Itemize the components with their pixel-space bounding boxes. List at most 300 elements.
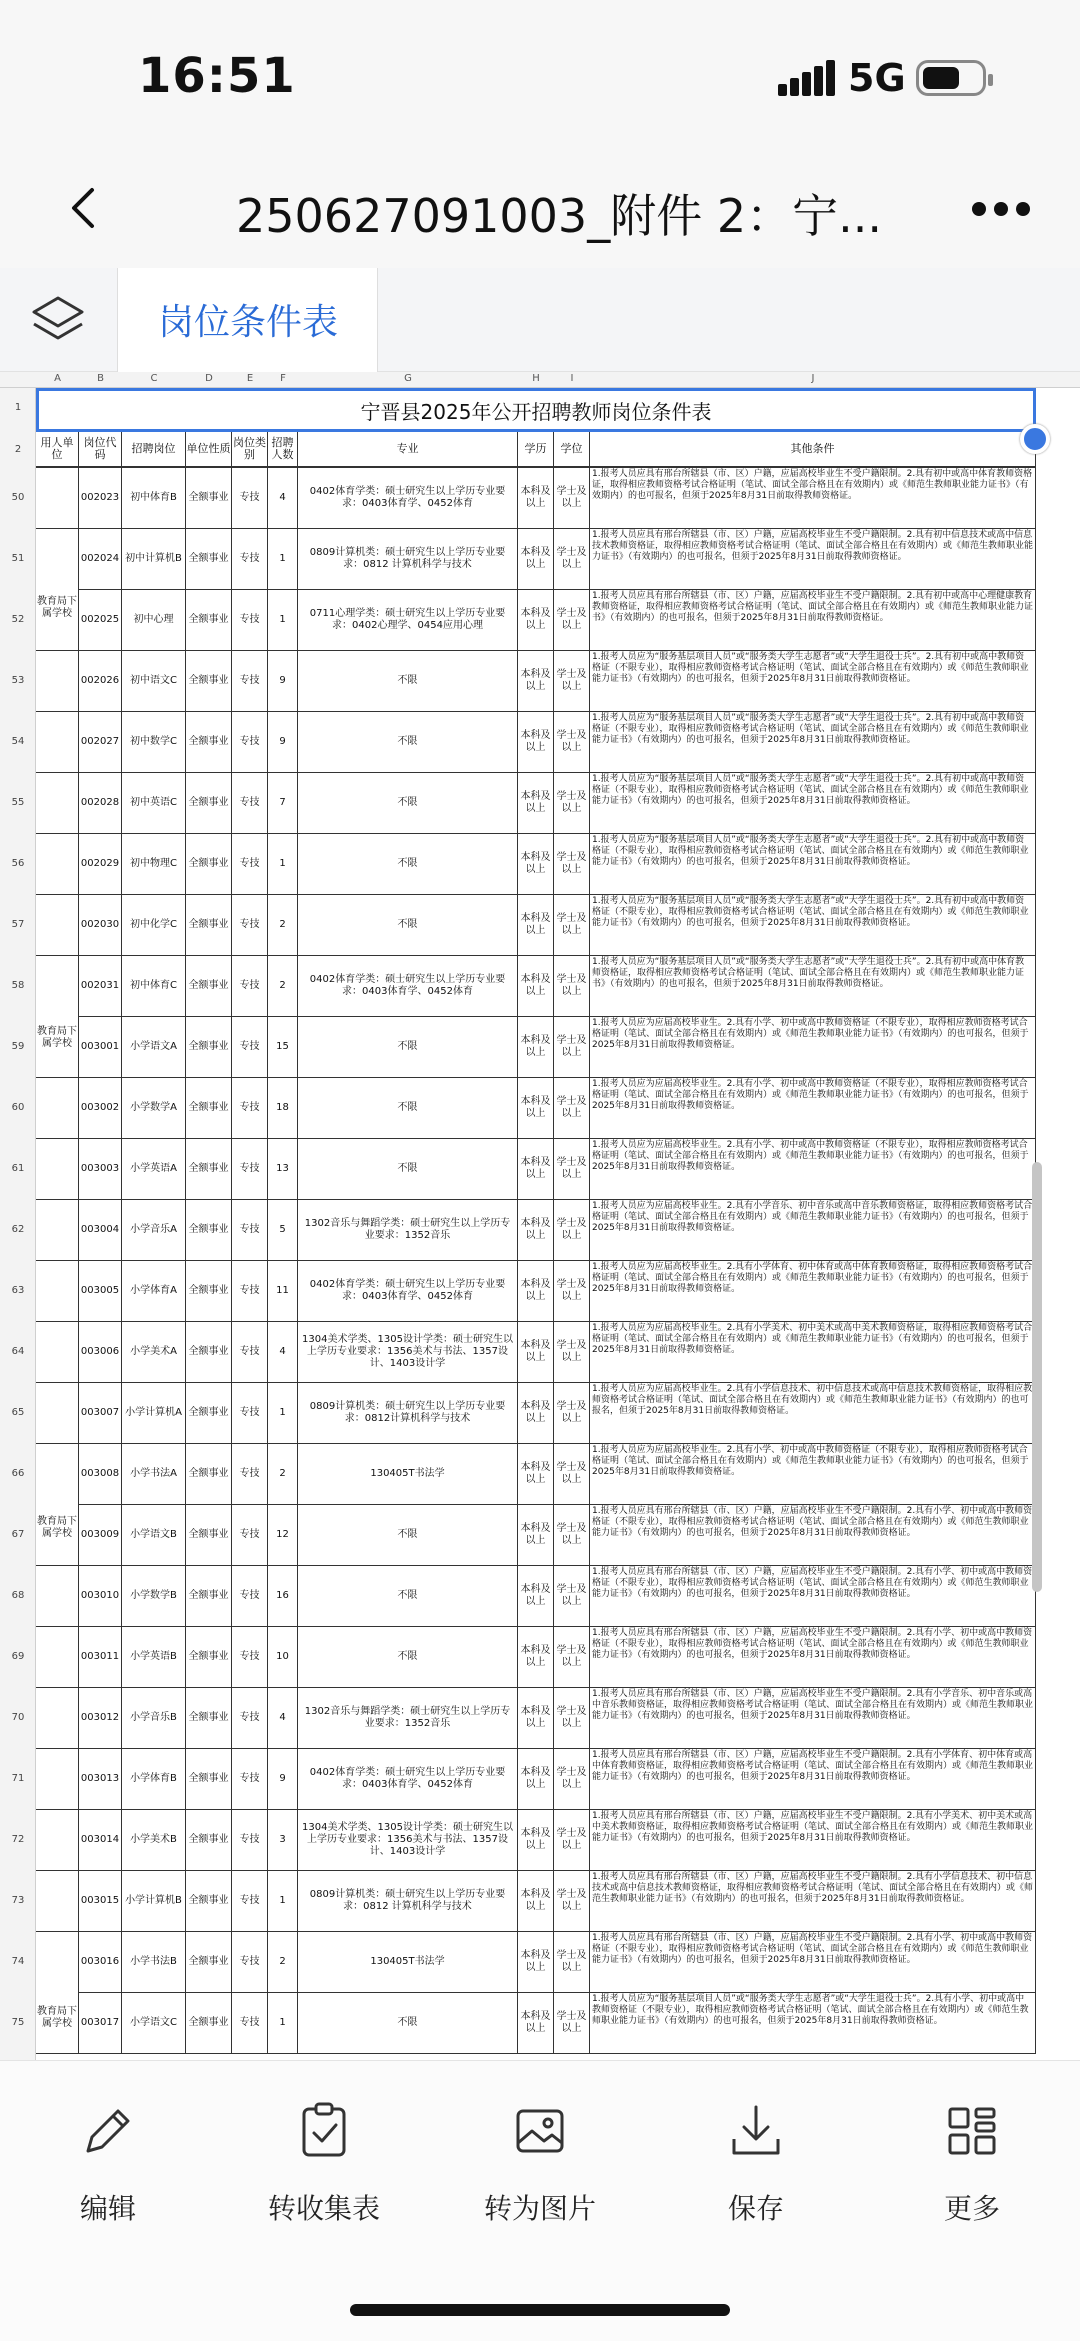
cell-nature[interactable]: 全额事业 bbox=[186, 1322, 232, 1382]
cell-unit[interactable] bbox=[36, 895, 79, 955]
cell-other[interactable]: 1.报考人员应具有邢台所辖县（市、区）户籍，应届高校毕业生不受户籍限制。2.具有小学、初中或高中教师资格证（不限专业），取得相应教师资格考试合格证明（笔试、面试全部合格且在有效期内）或《师范生教师职业能力证书》（有效期内）的也可报名，但须于2025年8月31日前取得教师资格证。 bbox=[590, 1505, 1036, 1565]
cell-major[interactable]: 1302音乐与舞蹈学类：硕士研究生以上学历专业要求：1352音乐 bbox=[298, 1200, 518, 1260]
table-row[interactable] bbox=[36, 1078, 1036, 1139]
table-row[interactable] bbox=[36, 1383, 1036, 1444]
cell-count[interactable]: 15 bbox=[268, 1017, 298, 1077]
cell-degree[interactable]: 学士及以上 bbox=[554, 1627, 590, 1687]
cell-unit[interactable] bbox=[36, 1078, 79, 1138]
cell-code[interactable]: 002030 bbox=[79, 895, 122, 955]
cell-education[interactable]: 本科及以上 bbox=[518, 712, 554, 772]
unit-group-label[interactable]: 教育局下属学校 bbox=[36, 578, 79, 638]
cell-category[interactable]: 专技 bbox=[232, 1810, 268, 1870]
cell-category[interactable]: 专技 bbox=[232, 1200, 268, 1260]
cell-nature[interactable]: 全额事业 bbox=[186, 1200, 232, 1260]
cell-major[interactable]: 0402体育学类：硕士研究生以上学历专业要求：0403体育学、0452体育 bbox=[298, 1261, 518, 1321]
column-letter[interactable]: A bbox=[54, 373, 61, 384]
cell-education[interactable]: 本科及以上 bbox=[518, 590, 554, 650]
cell-post[interactable]: 初中化学C bbox=[122, 895, 186, 955]
table-row[interactable] bbox=[36, 1810, 1036, 1871]
cell-nature[interactable]: 全额事业 bbox=[186, 1871, 232, 1931]
cell-nature[interactable]: 全额事业 bbox=[186, 895, 232, 955]
cell-code[interactable]: 003005 bbox=[79, 1261, 122, 1321]
cell-other[interactable]: 1.报考人员应具有邢台所辖县（市、区）户籍，应届高校毕业生不受户籍限制。2.具有初中信息技术或高中信息技术教师资格证，取得相应教师资格考试合格证明（笔试、面试全部合格且在有效期内）或《师范生教师职业能力证书》（有效期内）的也可报名，但须于2025年8月31日前取得教师资格证。 bbox=[590, 529, 1036, 589]
cell-code[interactable]: 002024 bbox=[79, 529, 122, 589]
cell-post[interactable]: 小学美术A bbox=[122, 1322, 186, 1382]
table-row[interactable] bbox=[36, 956, 1036, 1017]
cell-degree[interactable]: 学士及以上 bbox=[554, 1078, 590, 1138]
cell-major[interactable]: 0711心理学类：硕士研究生以上学历专业要求：0402心理学、0454应用心理 bbox=[298, 590, 518, 650]
cell-other[interactable]: 1.报考人员应为“服务基层项目人员”或“服务类大学生志愿者”或“大学生退役士兵”。2.具有初中或高中教师资格证（不限专业），取得相应教师资格考试合格证明（笔试、面试全部合格且在有效期内）或《师范生教师职业能力证书》（有效期内）的也可报名，但须于2025年8月31日前取得教师资格证。 bbox=[590, 651, 1036, 711]
cell-education[interactable]: 本科及以上 bbox=[518, 1688, 554, 1748]
header-degree[interactable]: 学位 bbox=[554, 432, 590, 468]
row-number[interactable]: 66 bbox=[11, 1468, 25, 1479]
table-row[interactable] bbox=[36, 1688, 1036, 1749]
cell-other[interactable]: 1.报考人员应为应届高校毕业生。2.具有小学、初中或高中教师资格证（不限专业），取得相应教师资格考试合格证明（笔试、面试全部合格且在有效期内）或《师范生教师职业能力证书》（有效期内）的也可报名，但须于2025年8月31日前取得教师资格证。 bbox=[590, 1078, 1036, 1138]
cell-unit[interactable] bbox=[36, 1871, 79, 1931]
cell-category[interactable]: 专技 bbox=[232, 1017, 268, 1077]
cell-education[interactable]: 本科及以上 bbox=[518, 1017, 554, 1077]
cell-major[interactable]: 1304美术学类、1305设计学类：硕士研究生以上学历专业要求：1356美术与书法、1357设计、1403设计学 bbox=[298, 1810, 518, 1870]
cell-education[interactable]: 本科及以上 bbox=[518, 773, 554, 833]
cell-category[interactable]: 专技 bbox=[232, 1078, 268, 1138]
cell-education[interactable]: 本科及以上 bbox=[518, 1993, 554, 2053]
cell-category[interactable]: 专技 bbox=[232, 529, 268, 589]
cell-unit[interactable] bbox=[36, 1566, 79, 1626]
cell-category[interactable]: 专技 bbox=[232, 1322, 268, 1382]
cell-other[interactable]: 1.报考人员应为应届高校毕业生。2.具有小学体育、初中体育或高中体育教师资格证，取得相应教师资格考试合格证明（笔试、面试全部合格且在有效期内）或《师范生教师职业能力证书》（有效期内）的也可报名，但须于2025年8月31日前取得教师资格证。 bbox=[590, 1261, 1036, 1321]
cell-post[interactable]: 小学数学A bbox=[122, 1078, 186, 1138]
row-number[interactable]: 60 bbox=[11, 1102, 25, 1113]
cell-major[interactable]: 不限 bbox=[298, 895, 518, 955]
cell-major[interactable]: 不限 bbox=[298, 1993, 518, 2053]
cell-nature[interactable]: 全额事业 bbox=[186, 773, 232, 833]
cell-post[interactable]: 小学计算机A bbox=[122, 1383, 186, 1443]
cell-post[interactable]: 初中体育C bbox=[122, 956, 186, 1016]
cell-degree[interactable]: 学士及以上 bbox=[554, 1932, 590, 1992]
cell-post[interactable]: 初中心理 bbox=[122, 590, 186, 650]
table-row[interactable] bbox=[36, 1017, 1036, 1078]
save-button[interactable] bbox=[666, 2101, 846, 2261]
cell-code[interactable]: 003015 bbox=[79, 1871, 122, 1931]
header-unit[interactable]: 用人单位 bbox=[36, 432, 79, 468]
cell-degree[interactable]: 学士及以上 bbox=[554, 651, 590, 711]
cell-other[interactable]: 1.报考人员应为“服务基层项目人员”或“服务类大学生志愿者”或“大学生退役士兵”。2.具有初中或高中教师资格证（不限专业），取得相应教师资格考试合格证明（笔试、面试全部合格且在有效期内）或《师范生教师职业能力证书》（有效期内）的也可报名，但须于2025年8月31日前取得教师资格证。 bbox=[590, 895, 1036, 955]
column-letter[interactable]: G bbox=[404, 373, 412, 384]
back-icon[interactable] bbox=[62, 186, 106, 230]
cell-education[interactable]: 本科及以上 bbox=[518, 895, 554, 955]
cell-degree[interactable]: 学士及以上 bbox=[554, 1383, 590, 1443]
cell-code[interactable]: 003017 bbox=[79, 1993, 122, 2053]
cell-major[interactable]: 0402体育学类：硕士研究生以上学历专业要求：0403体育学、0452体育 bbox=[298, 1749, 518, 1809]
cell-category[interactable]: 专技 bbox=[232, 1383, 268, 1443]
cell-education[interactable]: 本科及以上 bbox=[518, 834, 554, 894]
cell-code[interactable]: 002026 bbox=[79, 651, 122, 711]
cell-major[interactable]: 不限 bbox=[298, 1627, 518, 1687]
cell-count[interactable]: 3 bbox=[268, 1810, 298, 1870]
cell-degree[interactable]: 学士及以上 bbox=[554, 1322, 590, 1382]
cell-unit[interactable] bbox=[36, 468, 79, 528]
cell-post[interactable]: 初中体育B bbox=[122, 468, 186, 528]
cell-post[interactable]: 小学美术B bbox=[122, 1810, 186, 1870]
row-number[interactable]: 55 bbox=[11, 797, 25, 808]
cell-education[interactable]: 本科及以上 bbox=[518, 468, 554, 528]
cell-count[interactable]: 1 bbox=[268, 1993, 298, 2053]
cell-category[interactable]: 专技 bbox=[232, 1444, 268, 1504]
cell-unit[interactable] bbox=[36, 651, 79, 711]
header-count[interactable]: 招聘人数 bbox=[268, 432, 298, 468]
cell-nature[interactable]: 全额事业 bbox=[186, 1932, 232, 1992]
cell-post[interactable]: 小学体育B bbox=[122, 1749, 186, 1809]
cell-unit[interactable] bbox=[36, 1444, 79, 1504]
cell-unit[interactable] bbox=[36, 1322, 79, 1382]
sheet-title-cell[interactable]: 宁晋县2025年公开招聘教师岗位条件表 bbox=[36, 388, 1036, 432]
cell-category[interactable]: 专技 bbox=[232, 1566, 268, 1626]
cell-major[interactable]: 不限 bbox=[298, 1505, 518, 1565]
row-number[interactable]: 69 bbox=[11, 1651, 25, 1662]
cell-nature[interactable]: 全额事业 bbox=[186, 834, 232, 894]
cell-nature[interactable]: 全额事业 bbox=[186, 1505, 232, 1565]
table-row[interactable] bbox=[36, 1444, 1036, 1505]
cell-nature[interactable]: 全额事业 bbox=[186, 1688, 232, 1748]
row-number[interactable]: 57 bbox=[11, 919, 25, 930]
cell-other[interactable]: 1.报考人员应具有邢台所辖县（市、区）户籍，应届高校毕业生不受户籍限制。2.具有小学、初中或高中教师资格证（不限专业），取得相应教师资格考试合格证明（笔试、面试全部合格且在有效期内）或《师范生教师职业能力证书》（有效期内）的也可报名，但须于2025年8月31日前取得教师资格证。 bbox=[590, 1627, 1036, 1687]
row-number[interactable]: 62 bbox=[11, 1224, 25, 1235]
cell-degree[interactable]: 学士及以上 bbox=[554, 1566, 590, 1626]
cell-category[interactable]: 专技 bbox=[232, 956, 268, 1016]
cell-major[interactable]: 130405T书法学 bbox=[298, 1444, 518, 1504]
row-number[interactable]: 74 bbox=[11, 1956, 25, 1967]
sheet-list-button[interactable] bbox=[0, 268, 118, 372]
cell-other[interactable]: 1.报考人员应为应届高校毕业生。2.具有小学美术、初中美术或高中美术教师资格证，取得相应教师资格考试合格证明（笔试、面试全部合格且在有效期内）或《师范生教师职业能力证书》（有效期内）的也可报名，但须于2025年8月31日前取得教师资格证。 bbox=[590, 1322, 1036, 1382]
cell-major[interactable]: 130405T书法学 bbox=[298, 1932, 518, 1992]
column-letter[interactable]: F bbox=[280, 373, 286, 384]
cell-other[interactable]: 1.报考人员应为“服务基层项目人员”或“服务类大学生志愿者”或“大学生退役士兵”。2.具有初中或高中教师资格证（不限专业），取得相应教师资格考试合格证明（笔试、面试全部合格且在有效期内）或《师范生教师职业能力证书》（有效期内）的也可报名，但须于2025年8月31日前取得教师资格证。 bbox=[590, 773, 1036, 833]
tab-sheet-1[interactable] bbox=[118, 268, 378, 372]
cell-unit[interactable] bbox=[36, 834, 79, 894]
cell-category[interactable]: 专技 bbox=[232, 1749, 268, 1809]
cell-education[interactable]: 本科及以上 bbox=[518, 529, 554, 589]
vertical-scrollbar[interactable] bbox=[1032, 1162, 1042, 1592]
cell-major[interactable]: 不限 bbox=[298, 1566, 518, 1626]
cell-other[interactable]: 1.报考人员应为应届高校毕业生。2.具有小学信息技术、初中信息技术或高中信息技术教师资格证，取得相应教师资格考试合格证明（笔试、面试全部合格且在有效期内）或《师范生教师职业能力证书》（有效期内）的也可报名，但须于2025年8月31日前取得教师资格证。 bbox=[590, 1383, 1036, 1443]
cell-major[interactable]: 不限 bbox=[298, 712, 518, 772]
unit-group-label[interactable]: 教育局下属学校 bbox=[36, 1008, 79, 1068]
table-row[interactable] bbox=[36, 1200, 1036, 1261]
row-number[interactable]: 72 bbox=[11, 1834, 25, 1845]
table-row[interactable] bbox=[36, 651, 1036, 712]
cell-count[interactable]: 5 bbox=[268, 1200, 298, 1260]
row-number[interactable]: 53 bbox=[11, 675, 25, 686]
table-row[interactable] bbox=[36, 529, 1036, 590]
cell-post[interactable]: 初中语文C bbox=[122, 651, 186, 711]
cell-degree[interactable]: 学士及以上 bbox=[554, 1017, 590, 1077]
cell-unit[interactable] bbox=[36, 1261, 79, 1321]
cell-degree[interactable]: 学士及以上 bbox=[554, 895, 590, 955]
cell-unit[interactable] bbox=[36, 1383, 79, 1443]
row-number[interactable]: 2 bbox=[14, 444, 22, 455]
cell-code[interactable]: 003008 bbox=[79, 1444, 122, 1504]
table-row[interactable] bbox=[36, 834, 1036, 895]
cell-post[interactable]: 小学语文A bbox=[122, 1017, 186, 1077]
cell-other[interactable]: 1.报考人员应为应届高校毕业生。2.具有小学、初中或高中教师资格证（不限专业），取得相应教师资格考试合格证明（笔试、面试全部合格且在有效期内）或《师范生教师职业能力证书》（有效期内）的也可报名，但须于2025年8月31日前取得教师资格证。 bbox=[590, 1444, 1036, 1504]
cell-count[interactable]: 2 bbox=[268, 956, 298, 1016]
cell-count[interactable]: 9 bbox=[268, 651, 298, 711]
cell-other[interactable]: 1.报考人员应具有邢台所辖县（市、区）户籍，应届高校毕业生不受户籍限制。2.具有小学、初中或高中教师资格证（不限专业），取得相应教师资格考试合格证明（笔试、面试全部合格且在有效期内）或《师范生教师职业能力证书》（有效期内）的也可报名，但须于2025年8月31日前取得教师资格证。 bbox=[590, 1932, 1036, 1992]
cell-count[interactable]: 7 bbox=[268, 773, 298, 833]
header-education[interactable]: 学历 bbox=[518, 432, 554, 468]
cell-degree[interactable]: 学士及以上 bbox=[554, 956, 590, 1016]
table-row[interactable] bbox=[36, 590, 1036, 651]
cell-category[interactable]: 专技 bbox=[232, 590, 268, 650]
cell-unit[interactable] bbox=[36, 1932, 79, 1992]
cell-category[interactable]: 专技 bbox=[232, 1505, 268, 1565]
cell-education[interactable]: 本科及以上 bbox=[518, 1383, 554, 1443]
cell-post[interactable]: 初中数学C bbox=[122, 712, 186, 772]
cell-other[interactable]: 1.报考人员应为应届高校毕业生。2.具有小学、初中或高中教师资格证（不限专业），取得相应教师资格考试合格证明（笔试、面试全部合格且在有效期内）或《师范生教师职业能力证书》（有效期内）的也可报名，但须于2025年8月31日前取得教师资格证。 bbox=[590, 1017, 1036, 1077]
cell-count[interactable]: 4 bbox=[268, 1688, 298, 1748]
cell-unit[interactable] bbox=[36, 1200, 79, 1260]
cell-category[interactable]: 专技 bbox=[232, 1871, 268, 1931]
unit-group-label[interactable]: 教育局下属学校 bbox=[36, 1498, 79, 1558]
cell-count[interactable]: 1 bbox=[268, 590, 298, 650]
row-number[interactable]: 75 bbox=[11, 2017, 25, 2028]
cell-major[interactable]: 1304美术学类、1305设计学类：硕士研究生以上学历专业要求：1356美术与书法、1357设计、1403设计学 bbox=[298, 1322, 518, 1382]
cell-major[interactable]: 0809计算机类：硕士研究生以上学历专业要求：0812计算机科学与技术 bbox=[298, 1383, 518, 1443]
table-row[interactable] bbox=[36, 712, 1036, 773]
cell-category[interactable]: 专技 bbox=[232, 651, 268, 711]
table-row[interactable] bbox=[36, 1627, 1036, 1688]
column-letter[interactable]: J bbox=[811, 373, 815, 384]
header-major[interactable]: 专业 bbox=[298, 432, 518, 468]
column-letter[interactable]: D bbox=[205, 373, 213, 384]
header-post[interactable]: 招聘岗位 bbox=[122, 432, 186, 468]
row-number[interactable]: 68 bbox=[11, 1590, 25, 1601]
cell-major[interactable]: 0402体育学类：硕士研究生以上学历专业要求：0403体育学、0452体育 bbox=[298, 956, 518, 1016]
cell-post[interactable]: 初中计算机B bbox=[122, 529, 186, 589]
cell-code[interactable]: 003003 bbox=[79, 1139, 122, 1199]
unit-group-label[interactable]: 教育局下属学校 bbox=[36, 1988, 79, 2048]
table-row[interactable] bbox=[36, 1871, 1036, 1932]
cell-degree[interactable]: 学士及以上 bbox=[554, 1444, 590, 1504]
cell-nature[interactable]: 全额事业 bbox=[186, 1017, 232, 1077]
cell-major[interactable]: 不限 bbox=[298, 651, 518, 711]
cell-nature[interactable]: 全额事业 bbox=[186, 1383, 232, 1443]
cell-nature[interactable]: 全额事业 bbox=[186, 1261, 232, 1321]
row-number[interactable]: 64 bbox=[11, 1346, 25, 1357]
cell-category[interactable]: 专技 bbox=[232, 1688, 268, 1748]
cell-major[interactable]: 0402体育学类：硕士研究生以上学历专业要求：0403体育学、0452体育 bbox=[298, 468, 518, 528]
cell-code[interactable]: 003002 bbox=[79, 1078, 122, 1138]
cell-code[interactable]: 003012 bbox=[79, 1688, 122, 1748]
cell-code[interactable]: 002027 bbox=[79, 712, 122, 772]
cell-degree[interactable]: 学士及以上 bbox=[554, 590, 590, 650]
cell-education[interactable]: 本科及以上 bbox=[518, 1627, 554, 1687]
cell-education[interactable]: 本科及以上 bbox=[518, 956, 554, 1016]
row-number[interactable]: 73 bbox=[11, 1895, 25, 1906]
cell-other[interactable]: 1.报考人员应为应届高校毕业生。2.具有小学、初中或高中教师资格证（不限专业），取得相应教师资格考试合格证明（笔试、面试全部合格且在有效期内）或《师范生教师职业能力证书》（有效期内）的也可报名，但须于2025年8月31日前取得教师资格证。 bbox=[590, 1139, 1036, 1199]
column-letter[interactable]: H bbox=[532, 373, 540, 384]
cell-code[interactable]: 003013 bbox=[79, 1749, 122, 1809]
cell-other[interactable]: 1.报考人员应为应届高校毕业生。2.具有小学音乐、初中音乐或高中音乐教师资格证，取得相应教师资格考试合格证明（笔试、面试全部合格且在有效期内）或《师范生教师职业能力证书》（有效期内）的也可报名，但须于2025年8月31日前取得教师资格证。 bbox=[590, 1200, 1036, 1260]
cell-nature[interactable]: 全额事业 bbox=[186, 468, 232, 528]
cell-education[interactable]: 本科及以上 bbox=[518, 1139, 554, 1199]
cell-count[interactable]: 1 bbox=[268, 1383, 298, 1443]
cell-category[interactable]: 专技 bbox=[232, 1627, 268, 1687]
more-button[interactable] bbox=[882, 2101, 1062, 2261]
cell-nature[interactable]: 全额事业 bbox=[186, 1444, 232, 1504]
cell-degree[interactable]: 学士及以上 bbox=[554, 1749, 590, 1809]
cell-code[interactable]: 003009 bbox=[79, 1505, 122, 1565]
spreadsheet[interactable] bbox=[0, 372, 1080, 2060]
selection-handle[interactable] bbox=[1020, 424, 1050, 454]
cell-major[interactable]: 0809计算机类：硕士研究生以上学历专业要求：0812 计算机科学与技术 bbox=[298, 1871, 518, 1931]
cell-other[interactable]: 1.报考人员应具有邢台所辖县（市、区）户籍，应届高校毕业生不受户籍限制。2.具有小学音乐、初中音乐或高中音乐教师资格证，取得相应教师资格考试合格证明（笔试、面试全部合格且在有效期内）或《师范生教师职业能力证书》（有效期内）的也可报名，但须于2025年8月31日前取得教师资格证。 bbox=[590, 1688, 1036, 1748]
row-number[interactable]: 1 bbox=[14, 402, 22, 413]
more-options-icon[interactable] bbox=[972, 202, 1032, 218]
table-row[interactable] bbox=[36, 895, 1036, 956]
cell-code[interactable]: 002025 bbox=[79, 590, 122, 650]
cell-count[interactable]: 1 bbox=[268, 529, 298, 589]
cell-post[interactable]: 小学书法B bbox=[122, 1932, 186, 1992]
cell-nature[interactable]: 全额事业 bbox=[186, 1810, 232, 1870]
cell-education[interactable]: 本科及以上 bbox=[518, 1200, 554, 1260]
cell-degree[interactable]: 学士及以上 bbox=[554, 1810, 590, 1870]
cell-category[interactable]: 专技 bbox=[232, 1932, 268, 1992]
cell-count[interactable]: 4 bbox=[268, 1322, 298, 1382]
cell-post[interactable]: 初中物理C bbox=[122, 834, 186, 894]
cell-code[interactable]: 003007 bbox=[79, 1383, 122, 1443]
row-number[interactable]: 67 bbox=[11, 1529, 25, 1540]
cell-other[interactable]: 1.报考人员应具有邢台所辖县（市、区）户籍，应届高校毕业生不受户籍限制。2.具有小学、初中或高中教师资格证（不限专业），取得相应教师资格考试合格证明（笔试、面试全部合格且在有效期内）或《师范生教师职业能力证书》（有效期内）的也可报名，但须于2025年8月31日前取得教师资格证。 bbox=[590, 1566, 1036, 1626]
row-number[interactable]: 54 bbox=[11, 736, 25, 747]
cell-major[interactable]: 不限 bbox=[298, 834, 518, 894]
cell-code[interactable]: 003006 bbox=[79, 1322, 122, 1382]
cell-education[interactable]: 本科及以上 bbox=[518, 1932, 554, 1992]
cell-code[interactable]: 003014 bbox=[79, 1810, 122, 1870]
row-number[interactable]: 52 bbox=[11, 614, 25, 625]
cell-category[interactable]: 专技 bbox=[232, 1993, 268, 2053]
cell-post[interactable]: 小学数学B bbox=[122, 1566, 186, 1626]
cell-degree[interactable]: 学士及以上 bbox=[554, 1993, 590, 2053]
table-row[interactable] bbox=[36, 1139, 1036, 1200]
cell-unit[interactable] bbox=[36, 773, 79, 833]
table-row[interactable] bbox=[36, 1261, 1036, 1322]
cell-unit[interactable] bbox=[36, 1688, 79, 1748]
header-code[interactable]: 岗位代码 bbox=[79, 432, 122, 468]
cell-category[interactable]: 专技 bbox=[232, 834, 268, 894]
cell-degree[interactable]: 学士及以上 bbox=[554, 1505, 590, 1565]
cell-count[interactable]: 18 bbox=[268, 1078, 298, 1138]
cell-nature[interactable]: 全额事业 bbox=[186, 590, 232, 650]
cell-count[interactable]: 11 bbox=[268, 1261, 298, 1321]
cell-count[interactable]: 16 bbox=[268, 1566, 298, 1626]
cell-degree[interactable]: 学士及以上 bbox=[554, 1139, 590, 1199]
cell-count[interactable]: 9 bbox=[268, 712, 298, 772]
table-row[interactable] bbox=[36, 1993, 1036, 2054]
cell-degree[interactable]: 学士及以上 bbox=[554, 712, 590, 772]
cell-count[interactable]: 13 bbox=[268, 1139, 298, 1199]
cell-category[interactable]: 专技 bbox=[232, 1139, 268, 1199]
cell-count[interactable]: 2 bbox=[268, 1932, 298, 1992]
cell-education[interactable]: 本科及以上 bbox=[518, 1505, 554, 1565]
cell-education[interactable]: 本科及以上 bbox=[518, 1749, 554, 1809]
table-row[interactable] bbox=[36, 1566, 1036, 1627]
cell-other[interactable]: 1.报考人员应具有邢台所辖县（市、区）户籍，应届高校毕业生不受户籍限制。2.具有小学体育、初中体育或高中体育教师资格证，取得相应教师资格考试合格证明（笔试、面试全部合格且在有效期内）或《师范生教师职业能力证书》（有效期内）的也可报名，但须于2025年8月31日前取得教师资格证。 bbox=[590, 1749, 1036, 1809]
cell-unit[interactable] bbox=[36, 1627, 79, 1687]
table-row[interactable] bbox=[36, 468, 1036, 529]
cell-code[interactable]: 002028 bbox=[79, 773, 122, 833]
cell-degree[interactable]: 学士及以上 bbox=[554, 1871, 590, 1931]
cell-post[interactable]: 小学语文C bbox=[122, 1993, 186, 2053]
cell-education[interactable]: 本科及以上 bbox=[518, 1444, 554, 1504]
row-number[interactable]: 61 bbox=[11, 1163, 25, 1174]
cell-count[interactable]: 4 bbox=[268, 468, 298, 528]
cell-category[interactable]: 专技 bbox=[232, 895, 268, 955]
cell-education[interactable]: 本科及以上 bbox=[518, 1078, 554, 1138]
cell-post[interactable]: 小学音乐A bbox=[122, 1200, 186, 1260]
cell-degree[interactable]: 学士及以上 bbox=[554, 1200, 590, 1260]
cell-count[interactable]: 9 bbox=[268, 1749, 298, 1809]
cell-other[interactable]: 1.报考人员应为“服务基层项目人员”或“服务类大学生志愿者”或“大学生退役士兵”。2.具有小学、初中或高中教师资格证（不限专业），取得相应教师资格考试合格证明（笔试、面试全部合格且在有效期内）或《师范生教师职业能力证书》（有效期内）的也可报名，但须于2025年8月31日前取得教师资格证。 bbox=[590, 1993, 1036, 2053]
cell-unit[interactable] bbox=[36, 1810, 79, 1870]
cell-post[interactable]: 初中英语C bbox=[122, 773, 186, 833]
header-nature[interactable]: 单位性质 bbox=[186, 432, 232, 468]
column-letter[interactable]: E bbox=[246, 373, 254, 384]
row-number[interactable]: 50 bbox=[11, 492, 25, 503]
cell-category[interactable]: 专技 bbox=[232, 773, 268, 833]
cell-degree[interactable]: 学士及以上 bbox=[554, 1688, 590, 1748]
cell-count[interactable]: 1 bbox=[268, 1871, 298, 1931]
cell-post[interactable]: 小学英语B bbox=[122, 1627, 186, 1687]
cell-major[interactable]: 1302音乐与舞蹈学类：硕士研究生以上学历专业要求：1352音乐 bbox=[298, 1688, 518, 1748]
cell-other[interactable]: 1.报考人员应具有邢台所辖县（市、区）户籍，应届高校毕业生不受户籍限制。2.具有初中或高中体育教师资格证，取得相应教师资格考试合格证明（笔试、面试全部合格且在有效期内）或《师范生教师职业能力证书》（有效期内）的也可报名，但须于2025年8月31日前取得教师资格证。 bbox=[590, 468, 1036, 528]
table-row[interactable] bbox=[36, 773, 1036, 834]
cell-major[interactable]: 不限 bbox=[298, 1139, 518, 1199]
cell-major[interactable]: 不限 bbox=[298, 1017, 518, 1077]
cell-other[interactable]: 1.报考人员应具有邢台所辖县（市、区）户籍，应届高校毕业生不受户籍限制。2.具有小学美术、初中美术或高中美术教师资格证，取得相应教师资格考试合格证明（笔试、面试全部合格且在有效期内）或《师范生教师职业能力证书》（有效期内）的也可报名，但须于2025年8月31日前取得教师资格证。 bbox=[590, 1810, 1036, 1870]
row-number[interactable]: 59 bbox=[11, 1041, 25, 1052]
header-category[interactable]: 岗位类别 bbox=[232, 432, 268, 468]
cell-other[interactable]: 1.报考人员应为“服务基层项目人员”或“服务类大学生志愿者”或“大学生退役士兵”。2.具有初中或高中教师资格证（不限专业），取得相应教师资格考试合格证明（笔试、面试全部合格且在有效期内）或《师范生教师职业能力证书》（有效期内）的也可报名，但须于2025年8月31日前取得教师资格证。 bbox=[590, 834, 1036, 894]
cell-major[interactable]: 0809计算机类：硕士研究生以上学历专业要求：0812 计算机科学与技术 bbox=[298, 529, 518, 589]
cell-major[interactable]: 不限 bbox=[298, 1078, 518, 1138]
cell-code[interactable]: 002029 bbox=[79, 834, 122, 894]
cell-post[interactable]: 小学计算机B bbox=[122, 1871, 186, 1931]
table-row[interactable] bbox=[36, 1932, 1036, 1993]
cell-category[interactable]: 专技 bbox=[232, 1261, 268, 1321]
row-number[interactable]: 56 bbox=[11, 858, 25, 869]
cell-nature[interactable]: 全额事业 bbox=[186, 1749, 232, 1809]
cell-post[interactable]: 小学音乐B bbox=[122, 1688, 186, 1748]
cell-other[interactable]: 1.报考人员应具有邢台所辖县（市、区）户籍，应届高校毕业生不受户籍限制。2.具有小学信息技术、初中信息技术或高中信息技术教师资格证，取得相应教师资格考试合格证明（笔试、面试全部合格且在有效期内）或《师范生教师职业能力证书》（有效期内）的也可报名，但须于2025年8月31日前取得教师资格证。 bbox=[590, 1871, 1036, 1931]
cell-unit[interactable] bbox=[36, 1749, 79, 1809]
header-other[interactable]: 其他条件 bbox=[590, 432, 1036, 468]
table-row[interactable] bbox=[36, 1505, 1036, 1566]
cell-degree[interactable]: 学士及以上 bbox=[554, 468, 590, 528]
row-number[interactable]: 51 bbox=[11, 553, 25, 564]
row-number[interactable]: 58 bbox=[11, 980, 25, 991]
cell-education[interactable]: 本科及以上 bbox=[518, 651, 554, 711]
column-letter[interactable]: I bbox=[570, 373, 574, 384]
cell-education[interactable]: 本科及以上 bbox=[518, 1566, 554, 1626]
row-number[interactable]: 63 bbox=[11, 1285, 25, 1296]
cell-degree[interactable]: 学士及以上 bbox=[554, 529, 590, 589]
column-letter[interactable]: B bbox=[97, 373, 104, 384]
cell-nature[interactable]: 全额事业 bbox=[186, 1078, 232, 1138]
row-number[interactable]: 71 bbox=[11, 1773, 25, 1784]
cell-other[interactable]: 1.报考人员应为“服务基层项目人员”或“服务类大学生志愿者”或“大学生退役士兵”。2.具有初中或高中教师资格证（不限专业），取得相应教师资格考试合格证明（笔试、面试全部合格且在有效期内）或《师范生教师职业能力证书》（有效期内）的也可报名，但须于2025年8月31日前取得教师资格证。 bbox=[590, 712, 1036, 772]
cell-code[interactable]: 003010 bbox=[79, 1566, 122, 1626]
